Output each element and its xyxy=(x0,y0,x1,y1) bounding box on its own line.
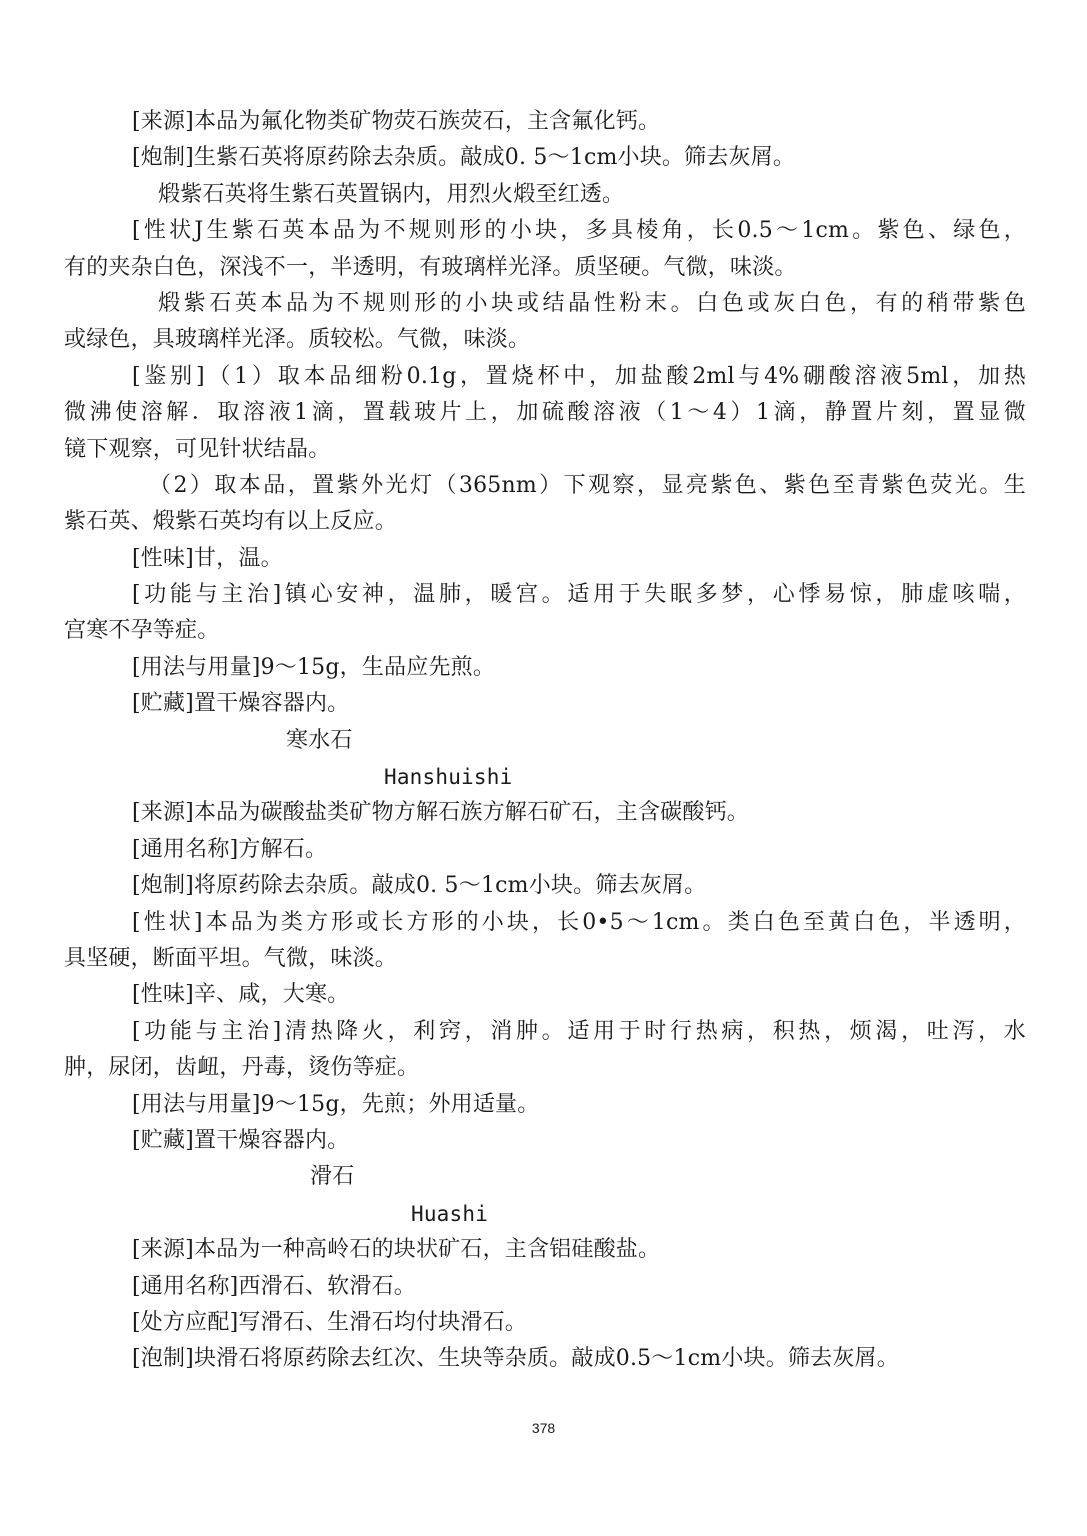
hanshuishi-processing: [炮制]将原药除去杂质。敲成0. 5～1cm小块。筛去灰屑。 xyxy=(132,873,707,899)
zishiying-identification-1-line3: 镜下观察，可见针状结晶。 xyxy=(64,436,331,462)
huashi-prescription: [处方应配]写滑石、生滑石均付块滑石。 xyxy=(132,1309,527,1335)
zishiying-character-calcined-line2: 或绿色，具玻璃样光泽。质较松。气微，味淡。 xyxy=(64,327,531,353)
zishiying-character-raw-line1: [性状J生紫石英本品为不规则形的小块，多具棱角，长0.5～1cm。紫色、绿色， xyxy=(132,218,1026,244)
hanshuishi-character-line2: 具坚硬，断面平坦。气微，味淡。 xyxy=(64,945,398,971)
zishiying-identification-2-line2: 紫石英、煅紫石英均有以上反应。 xyxy=(64,509,398,535)
hanshuishi-function-line1: [功能与主治]清热降火，利窍，消肿。适用于时行热病，积热，烦渴，吐泻，水 xyxy=(132,1018,1026,1044)
zishiying-identification-2-line1: （2）取本品，置紫外光灯（365nm）下观察，显亮紫色、紫色至青紫色荧光。生 xyxy=(149,472,1026,498)
huashi-pinyin: Huashi xyxy=(411,1201,489,1226)
zishiying-character-calcined-line1: 煅紫石英本品为不规则形的小块或结晶性粉末。白色或灰白色，有的稍带紫色 xyxy=(158,290,1026,316)
huashi-title: 滑石 xyxy=(310,1164,355,1190)
zishiying-identification-1-line2: 微沸使溶解．取溶液1滴，置载玻片上，加硫酸溶液（1～4）1滴，静置片刻，置显微 xyxy=(64,400,1026,426)
zishiying-source: [来源]本品为氟化物类矿物荧石族荧石，主含氟化钙。 xyxy=(132,109,661,134)
hanshuishi-source: [来源]本品为碳酸盐类矿物方解石族方解石矿石，主含碳酸钙。 xyxy=(132,800,749,826)
hanshuishi-storage: [贮藏]置干燥容器内。 xyxy=(132,1127,350,1153)
hanshuishi-pinyin: Hanshuishi xyxy=(384,765,513,790)
zishiying-character-raw-line2: 有的夹杂白色，深浅不一，半透明，有玻璃样光泽。质坚硬。气微，味淡。 xyxy=(64,254,797,280)
hanshuishi-function-line2: 肿，尿闭，齿衄，丹毒，烫伤等症。 xyxy=(64,1055,420,1081)
huashi-source: [来源]本品为一种高岭石的块状矿石，主含铝硅酸盐。 xyxy=(132,1237,661,1263)
hanshuishi-usage: [用法与用量]9～15g，先煎；外用适量。 xyxy=(132,1091,540,1117)
hanshuishi-title: 寒水石 xyxy=(286,727,353,753)
zishiying-function-line1: [功能与主治]镇心安神，温肺，暖宫。适用于失眠多梦，心悸易惊，肺虚咳喘， xyxy=(132,582,1026,608)
huashi-common-name: [通用名称]西滑石、软滑石。 xyxy=(132,1273,416,1299)
zishiying-function-line2: 宫寒不孕等症。 xyxy=(64,618,220,644)
zishiying-usage: [用法与用量]9～15g，生品应先煎。 xyxy=(132,654,496,680)
huashi-processing: [泡制]块滑石将原药除去红次、生块等杂质。敲成0.5～1cm小块。筛去灰屑。 xyxy=(132,1346,899,1372)
document-page xyxy=(64,104,1026,1378)
hanshuishi-common-name: [通用名称]方解石。 xyxy=(132,836,328,862)
zishiying-processing-calcined: 煅紫石英将生紫石英置锅内，用烈火煅至红透。 xyxy=(158,181,625,207)
zishiying-identification-1-line1: [鉴别]（1）取本品细粉0.1g，置烧杯中，加盐酸2ml与4%硼酸溶液5ml，加热 xyxy=(132,363,1026,389)
hanshuishi-character-line1: [性状]本品为类方形或长方形的小块，长0•5～1cm。类白色至黄白色，半透明， xyxy=(132,909,1026,935)
page-number: 378 xyxy=(531,1420,556,1436)
hanshuishi-nature: [性味]辛、咸，大寒。 xyxy=(132,982,350,1008)
zishiying-processing: [炮制]生紫石英将原药除去杂质。敲成0. 5～1cm小块。筛去灰屑。 xyxy=(132,145,796,171)
zishiying-nature: [性味]甘，温。 xyxy=(132,545,283,571)
zishiying-storage: [贮藏]置干燥容器内。 xyxy=(132,691,350,717)
